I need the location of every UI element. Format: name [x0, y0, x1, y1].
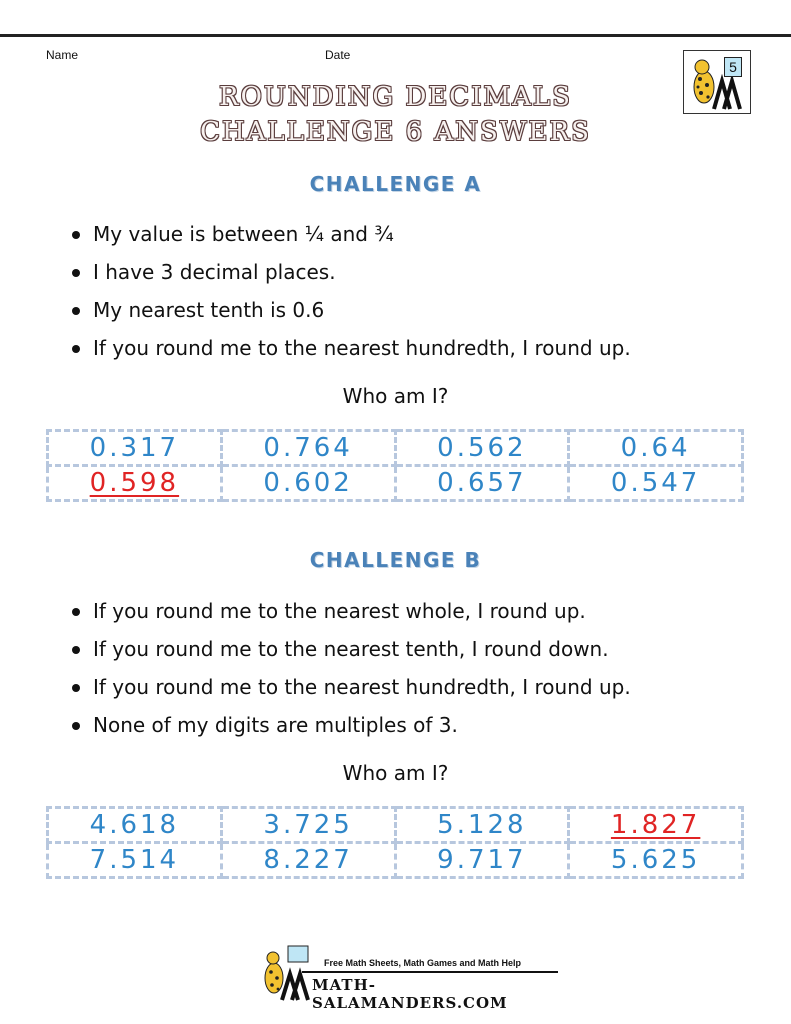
challenge-a-clues — [70, 215, 631, 367]
clue-item: My nearest tenth is 0.6 — [70, 291, 631, 329]
challenge-a-question: Who am I? — [342, 384, 449, 408]
option-cell: 3.725 — [221, 808, 395, 843]
option-cell: 5.128 — [395, 808, 569, 843]
clue-item: None of my digits are multiples of 3. — [70, 706, 631, 744]
correct-answer-cell: 0.598 — [48, 466, 222, 501]
footer-tagline: Free Math Sheets, Math Games and Math Help — [324, 958, 522, 968]
date-label: Date — [325, 48, 351, 62]
option-cell: 0.317 — [48, 431, 222, 466]
option-cell: 4.618 — [48, 808, 222, 843]
option-cell: 0.64 — [569, 431, 743, 466]
table-row — [48, 431, 743, 466]
challenge-a-heading: CHALLENGE A — [309, 172, 482, 196]
table-row — [48, 466, 743, 501]
option-cell: 0.562 — [395, 431, 569, 466]
grade-number: 5 — [724, 57, 742, 77]
option-cell: 8.227 — [221, 843, 395, 878]
name-label: Name — [46, 48, 79, 62]
option-cell: 0.602 — [221, 466, 395, 501]
table-row — [48, 843, 743, 878]
option-cell: 9.717 — [395, 843, 569, 878]
option-cell: 0.764 — [221, 431, 395, 466]
top-rule — [0, 34, 791, 37]
clue-item: If you round me to the nearest hundredth, I round up. — [70, 668, 631, 706]
option-cell: 0.547 — [569, 466, 743, 501]
clue-item: My value is between ¼ and ¾ — [70, 215, 631, 253]
challenge-b-heading: CHALLENGE B — [309, 548, 482, 572]
challenge-a-options — [46, 429, 744, 502]
salamander-logo-icon — [258, 944, 310, 1002]
clue-item: If you round me to the nearest whole, I round up. — [70, 592, 631, 630]
option-cell: 0.657 — [395, 466, 569, 501]
option-cell: 5.625 — [569, 843, 743, 878]
footer-rule — [302, 971, 558, 973]
challenge-b-options — [46, 806, 744, 879]
correct-answer-cell: 1.827 — [569, 808, 743, 843]
clue-item: If you round me to the nearest tenth, I round down. — [70, 630, 631, 668]
challenge-b-clues — [70, 592, 631, 744]
clue-item: If you round me to the nearest hundredth, I round up. — [70, 329, 631, 367]
clue-item: I have 3 decimal places. — [70, 253, 631, 291]
footer-brand: MATH-SALAMANDERS.COM — [312, 976, 508, 1012]
challenge-b-question: Who am I? — [342, 761, 449, 785]
option-cell: 7.514 — [48, 843, 222, 878]
footer — [258, 944, 558, 1012]
title-line-2: CHALLENGE 6 ANSWERS — [200, 117, 591, 147]
table-row — [48, 808, 743, 843]
title-line-1: ROUNDING DECIMALS — [219, 82, 572, 112]
